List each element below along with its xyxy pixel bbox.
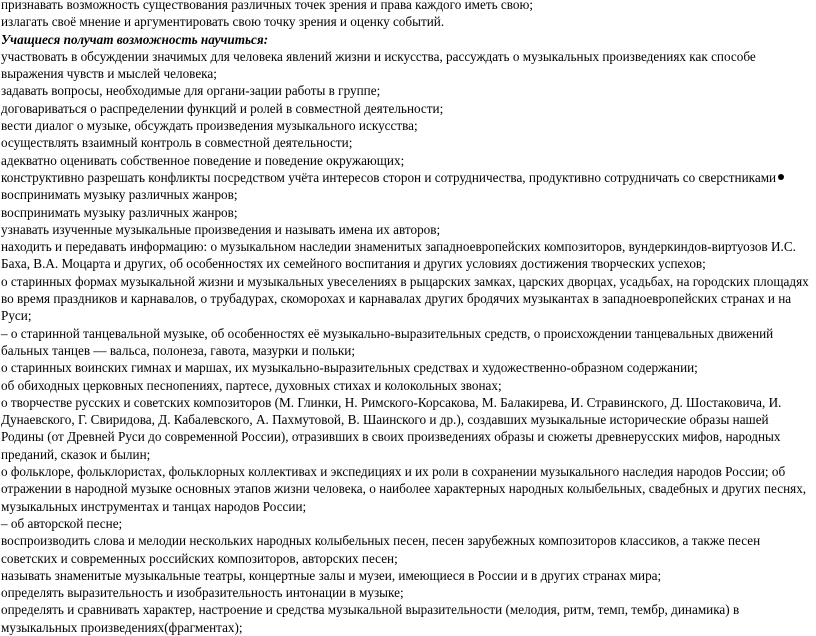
text-line: определять выразительность и изобразительность интонации в музыке;	[1, 585, 404, 601]
text-line: признавать возможность существования различных точек зрения и права каждого иметь свою;	[1, 0, 534, 12]
section-heading: Учащиеся получат возможность научиться:	[1, 31, 269, 47]
text-line: о старинных воинских гимнах и маршах, их музыкально-выразительных средствах и художественно-образном содержании;	[1, 360, 698, 376]
text-line: задавать вопросы, необходимые для органи-зации работы в группе;	[1, 83, 381, 99]
text-line: о творчестве русских и советских композиторов (М. Глинки, Н. Римского-Корсакова, М. Балакирева, И. Стравинского, Д. Шостаковича, И. Дунаевского, Г. Свиридова, Д. Кабалевского, А. Пахмутовой, В. Шаинского и др.), создавших музыкальные исторические образы нашей Родины (от Древней Руси до современной России), отразивших в своих произведениях образы и сюжеты древнерусских мифов, народных преданий, сказок и былин;	[1, 394, 782, 462]
document-body	[1, 0, 813, 636]
bullet-icon	[778, 174, 784, 180]
text-line: об обиходных церковных песнопениях, партесе, духовных стихах и колокольных звонах;	[1, 377, 502, 393]
text-line: адекватно оценивать собственное поведение и поведение окружающих;	[1, 152, 405, 168]
text-segment: воспринимать музыку различных жанров;	[1, 187, 238, 203]
text-line: о старинных формах музыкальной жизни и музыкальных увеселениях в рыцарских замках, царских дворцах, усадьбах, на городских площадях во время праздников и карнавалов, о трубадурах, скоморохах и карнавалах других бродячих музыкантах в западноевропейских странах и на Руси;	[1, 273, 809, 324]
text-line: находить и передавать информацию: о музыкальном наследии знаменитых западноевропейских композиторов, вундеркиндов-виртуозов И.С. Баха, В.А. Моцарта и других, об особенностях их семейного воспитания и других условиях достижения творческих успехов;	[1, 239, 796, 272]
text-line: называть знаменитые музыкальные театры, концертные залы и музеи, имеющиеся в России и в других странах мира;	[1, 567, 662, 583]
text-line: излагать своё мнение и аргументировать свою точку зрения и оценку событий.	[1, 14, 445, 30]
text-segment: конструктивно разрешать конфликты посредством учёта интересов сторон и сотрудничества, продуктивно сотрудничать со сверстниками	[1, 169, 777, 185]
text-line: определять и сравнивать характер, настроение и средства музыкальной выразительности (мелодия, ритм, темп, тембр, динамика) в музыкальных произведениях(фрагментах);	[1, 602, 740, 635]
text-line: осуществлять взаимный контроль в совместной деятельности;	[1, 135, 353, 151]
text-line-with-bullet	[1, 169, 813, 204]
text-line: – о старинной танцевальной музыке, об особенностях её музыкально-выразительных средств, о происхождении танцевальных движений бальных танцев — вальса, полонеза, гавота, мазурки и польки;	[1, 325, 774, 358]
text-line: о фольклоре, фольклористах, фольклорных коллективах и экспедициях и их роли в сохранении музыкального наследия народов России; об отражении в народной музыке основных этапов жизни человека, о наиболее характерных народных колыбельных, свадебных и других песнях, музыкальных инструментах и танцах народов России;	[1, 464, 807, 514]
text-line: вести диалог о музыке, обсуждать произведения музыкального искусства;	[1, 118, 418, 134]
text-line: – об авторской песне;	[1, 515, 123, 531]
text-line: воспроизводить слова и мелодии нескольких народных колыбельных песен, песен зарубежных композиторов классиков, а также песен советских и современных российских композиторов, авторских песен;	[1, 533, 761, 566]
text-line: узнавать изученные музыкальные произведения и называть имена их авторов;	[1, 221, 441, 237]
text-line: участвовать в обсуждении значимых для человека явлений жизни и искусства, рассуждать о музыкальных произведениях как способе выражения чувств и мыслей человека;	[1, 48, 756, 82]
text-line: договариваться о распределении функций и ролей в совместной деятельности;	[1, 100, 444, 116]
text-line: воспринимать музыку различных жанров;	[1, 204, 238, 220]
